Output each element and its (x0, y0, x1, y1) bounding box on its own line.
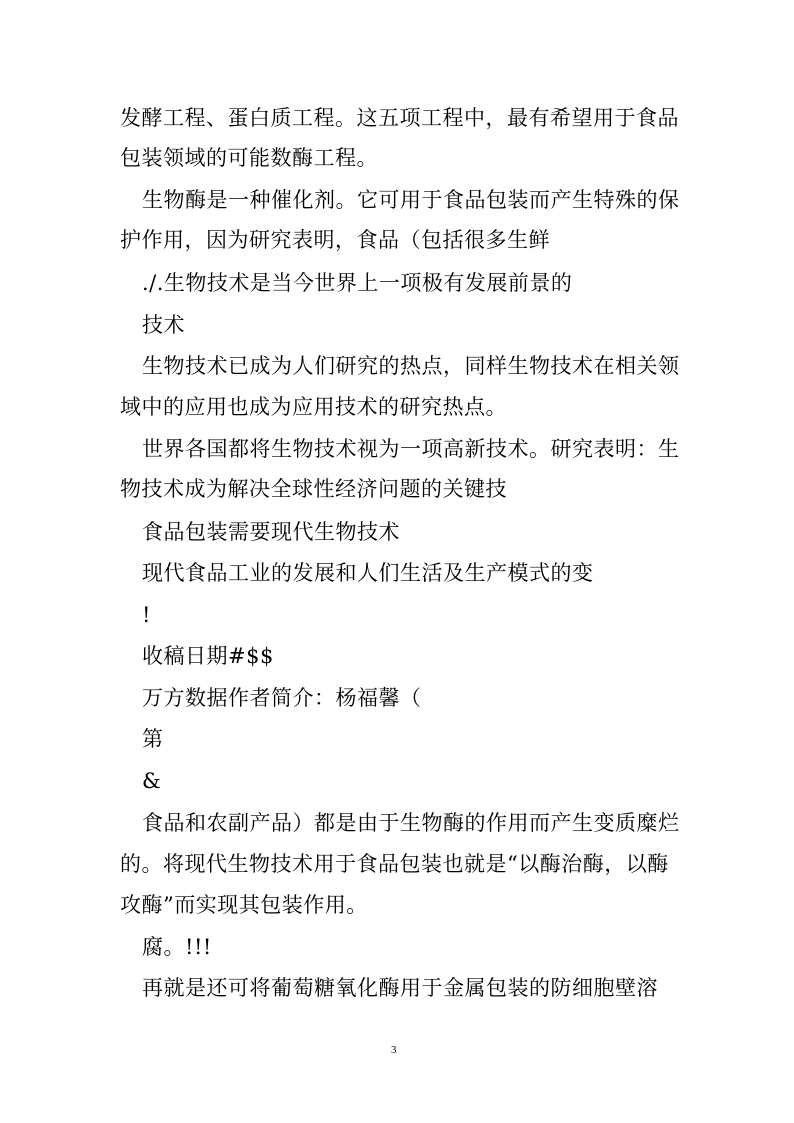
text-line: 再就是还可将葡萄糖氧化酶用于金属包装的防细胞壁溶 (142, 976, 658, 1000)
page-number: 3 (391, 1044, 397, 1056)
text-line: 攻酶”而实现其包装作用。 (120, 893, 368, 917)
text-line: 现代食品工业的发展和人们生活及生产模式的变 (142, 561, 594, 585)
text-line: 世界各国都将生物技术视为一项高新技术。研究表明：生 (142, 437, 680, 461)
text-line: 包装领域的可能数酶工程。 (120, 146, 378, 170)
text-line: 技术 (142, 313, 185, 337)
text-line: 腐。!!! (142, 935, 212, 959)
text-line: 物技术成为解决全球性经济问题的关键技 (120, 477, 507, 501)
text-line: 发酵工程、蛋白质工程。这五项工程中，最有希望用于食品 (120, 106, 679, 130)
text-line: 收稿日期#$$ (142, 644, 274, 668)
text-line: 第 (142, 727, 164, 751)
text-line: & (142, 769, 162, 793)
text-line: 生物酶是一种催化剂。它可用于食品包装而产生特殊的保 (142, 188, 680, 212)
text-line: ! (142, 603, 151, 627)
text-line: 万方数据作者简介：杨福馨（ (142, 686, 422, 710)
text-line: 食品包装需要现代生物技术 (142, 520, 400, 544)
text-line: 生物技术已成为人们研究的热点，同样生物技术在相关领 (142, 354, 680, 378)
text-line: ./.生物技术是当今世界上一项极有发展前景的 (142, 271, 573, 295)
text-line: 域中的应用也成为应用技术的研究热点。 (120, 395, 507, 419)
text-line: 的。将现代生物技术用于食品包装也就是“以酶治酶，以酶 (120, 852, 669, 876)
text-line: 护作用，因为研究表明，食品（包括很多生鲜 (120, 228, 550, 252)
text-line: 食品和农副产品）都是由于生物酶的作用而产生变质糜烂 (142, 811, 680, 835)
